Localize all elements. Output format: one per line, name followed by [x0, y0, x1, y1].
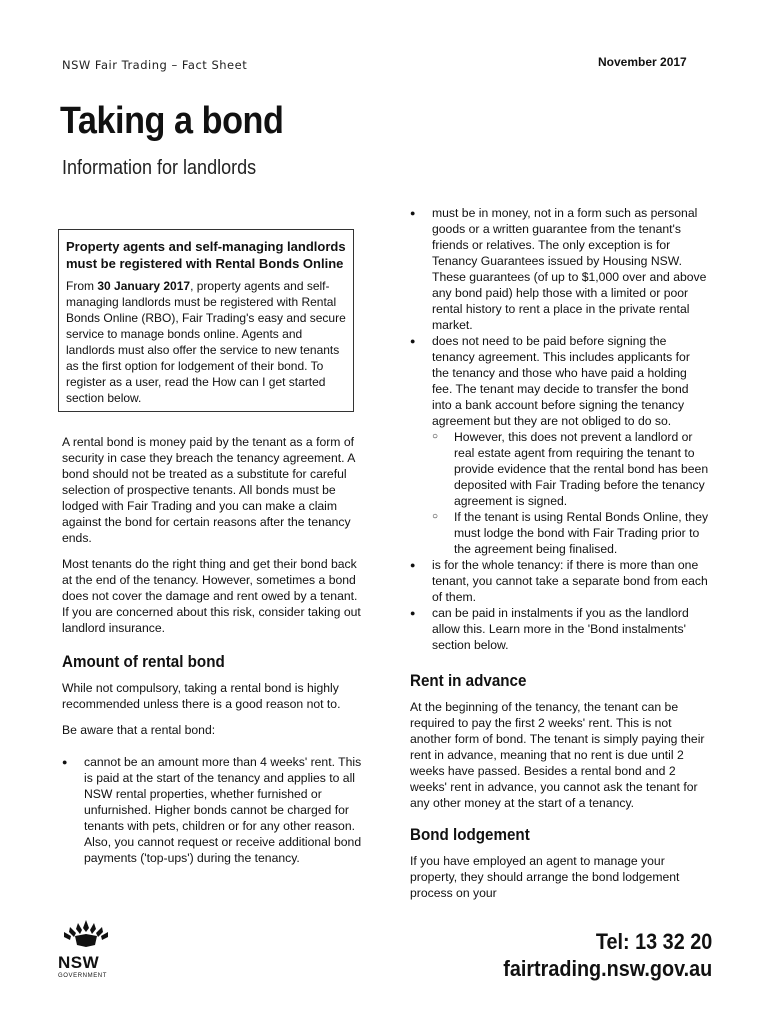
page-title: Taking a bond [60, 100, 284, 142]
rent-advance-heading: Rent in advance [410, 672, 527, 690]
contact-phone: Tel: 13 32 20 [595, 929, 712, 954]
list-item: ● cannot be an amount more than 4 weeks' rent. This is paid at the start of the tenancy and applies to all NSW rental properties, whether furnished or unfurnished. Higher bonds cannot be charged for tenants with pets, children or for any other reason. Also, you cannot request or receive additional bond payments ('top-ups') during the tenancy. [62, 754, 364, 866]
intro-paragraph: Most tenants do the right thing and get their bond back at the end of the tenancy. However, sometimes a bond does not cover the damage and rent owed by a tenant. If you are concerned about this risk, consider taking out landlord insurance. [62, 557, 361, 635]
bond-lodgement-paragraph: If you have employed an agent to manage your property, they should arrange the bond lodgement process on your [410, 854, 680, 900]
page-subtitle: Information for landlords [62, 157, 257, 179]
notice-title: Property agents and self-managing landlords must be registered with Rental Bonds Online [66, 239, 346, 271]
list-item-text: must be in money, not in a form such as personal goods or a written guarantee from the tenant's friends or relatives. The only exception is for Tenancy Guarantees issued by Housing NSW. These guarantees (of up to $1,000 over and above any bond paid) help those with a limited or poor rental history to rent a place in the private rental market. [432, 206, 707, 332]
nsw-government-logo [58, 918, 114, 980]
logo-government-label: GOVERNMENT [58, 973, 108, 979]
logo-wordmark: NSW [58, 953, 100, 972]
waratah-icon [58, 918, 114, 948]
left-column [62, 434, 364, 866]
bond-rules-list-left [62, 754, 364, 866]
list-item [410, 557, 710, 605]
list-item-text: is for the whole tenancy: if there is more than one tenant, you cannot take a separate bond from each of them. [432, 558, 708, 604]
list-item-text: does not need to be paid before signing the tenancy agreement. This includes applicants for the tenancy and those who have paid a holding fee. The tenant may decide to transfer the bond into a bank account before signing the tenancy agreement but they are not obliged to do so. [432, 334, 690, 428]
amount-heading: Amount of rental bond [62, 653, 225, 671]
sub-list [432, 429, 710, 557]
list-item [410, 333, 710, 557]
right-column [410, 205, 710, 911]
notice-date: 30 January 2017 [97, 279, 191, 293]
amount-paragraph: Be aware that a rental bond: [62, 723, 216, 737]
bond-lodgement-heading: Bond lodgement [410, 826, 530, 844]
sub-list-item: ○ If the tenant is using Rental Bonds Online, they must lodge the bond with Fair Trading prior to the agreement being finalised. [432, 509, 710, 557]
notice-body [66, 278, 353, 406]
notice-body-prefix: From [66, 279, 98, 293]
list-item [410, 205, 710, 333]
fact-sheet-series: NSW Fair Trading – Fact Sheet [62, 58, 248, 72]
publication-date: November 2017 [598, 55, 687, 69]
rent-advance-paragraph: At the beginning of the tenancy, the tenant can be required to pay the first 2 weeks' rent. This is not another form of bond. The tenant is simply paying their rent in advance, meaning that no rent is due until 2 weeks have passed. Besides a rental bond and 2 weeks' rent in advance, you cannot ask the tenant for any other money at the start of a tenancy. [410, 700, 705, 810]
bond-rules-list-right [410, 205, 710, 653]
registration-notice-box [58, 229, 354, 412]
list-item-text: can be paid in instalments if you as the landlord allow this. Learn more in the 'Bond instalments' section below. [432, 606, 689, 652]
list-item [410, 605, 710, 653]
notice-body-rest: , property agents and self-managing landlords must be registered with Rental Bonds Online (RBO), Fair Trading's easy and secure service to manage bonds online. Agents and landlords must also offer the service to new tenants as the first option for lodgement of their bond. To register as a user, read the How can I get started section below. [66, 279, 346, 405]
intro-paragraph: A rental bond is money paid by the tenant as a form of security in case they breach the tenancy agreement. A bond should not be treated as a substitute for careful selection of prospective tenants. All bonds must be lodged with Fair Trading and you can make a claim against the bond for certain reasons after the tenancy ends. [62, 435, 355, 545]
amount-paragraph: While not compulsory, taking a rental bond is highly recommended unless there is a good reason not to. [62, 681, 341, 711]
sub-list-item: ○ However, this does not prevent a landlord or real estate agent from requiring the tenant to provide evidence that the rental bond has been deposited with Fair Trading before the tenancy agreement is signed. [432, 429, 710, 509]
website-link[interactable]: fairtrading.nsw.gov.au [502, 956, 712, 981]
